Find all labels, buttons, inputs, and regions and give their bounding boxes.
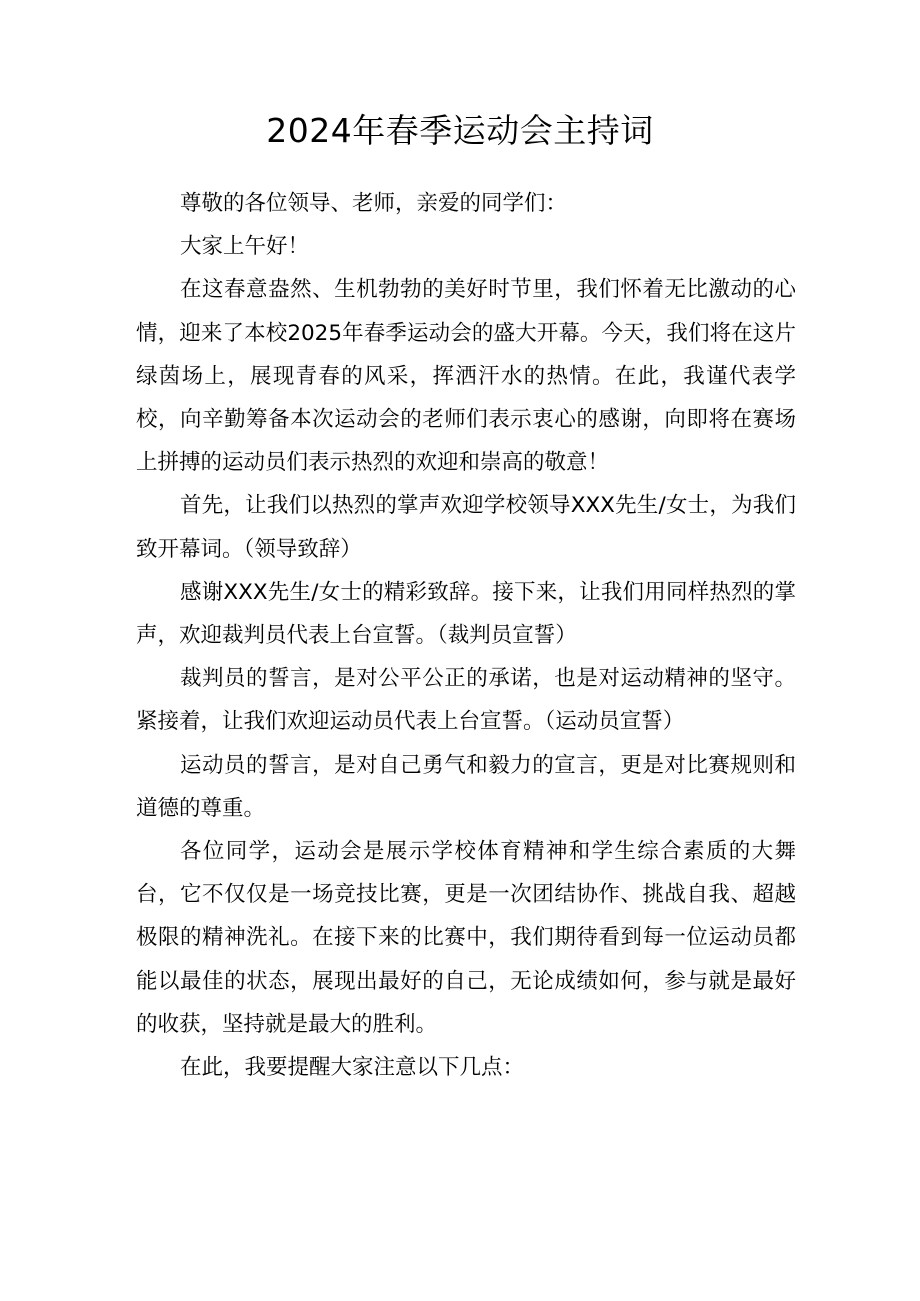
paragraph-referee-oath: 感谢XXX先生/女士的精彩致辞。接下来，让我们用同样热烈的掌声，欢迎裁判员代表上台宣誓。（裁判员宣誓） — [136, 579, 796, 649]
document-title: 2024年春季运动会主持词 — [266, 111, 654, 150]
greeting: 大家上午好！ — [180, 234, 310, 260]
paragraph-athlete-oath: 裁判员的誓言，是对公平公正的承诺，也是对运动精神的坚守。紧接着，让我们欢迎运动员代表上台宣誓。（运动员宣誓） — [136, 666, 796, 735]
paragraph-leader-speech: 首先，让我们以热烈的掌声欢迎学校领导XXX先生/女士，为我们致开幕词。（领导致辞） — [136, 493, 796, 562]
paragraph-reminders: 在此，我要提醒大家注意以下几点： — [180, 1055, 525, 1081]
paragraph-spirit: 各位同学，运动会是展示学校体育精神和学生综合素质的大舞台，它不仅仅是一场竞技比赛，更是一次团结协作、挑战自我、超越极限的精神洗礼。在接下来的比赛中，我们期待看到每一位运动员都能以最佳的状态，展现出最好的自己，无论成绩如何，参与就是最好的收获，坚持就是最大的胜利。 — [136, 839, 796, 1037]
salutation: 尊敬的各位领导、老师，亲爱的同学们： — [180, 191, 568, 216]
paragraph-oath-meaning: 运动员的誓言，是对自己勇气和毅力的宣言，更是对比赛规则和道德的尊重。 — [136, 752, 796, 821]
paragraph-opening: 在这春意盎然、生机勃勃的美好时节里，我们怀着无比激动的心情，迎来了本校2025年春季运动会的盛大开幕。今天，我们将在这片绿茵场上，展现青春的风采，挥洒汗水的热情。在此，我谨代表学校，向辛勤筹备本次运动会的老师们表示衷心的感谢，向即将在赛场上拼搏的运动员们表示热烈的欢迎和崇高的敬意！ — [136, 277, 796, 476]
document-body — [136, 182, 796, 1089]
